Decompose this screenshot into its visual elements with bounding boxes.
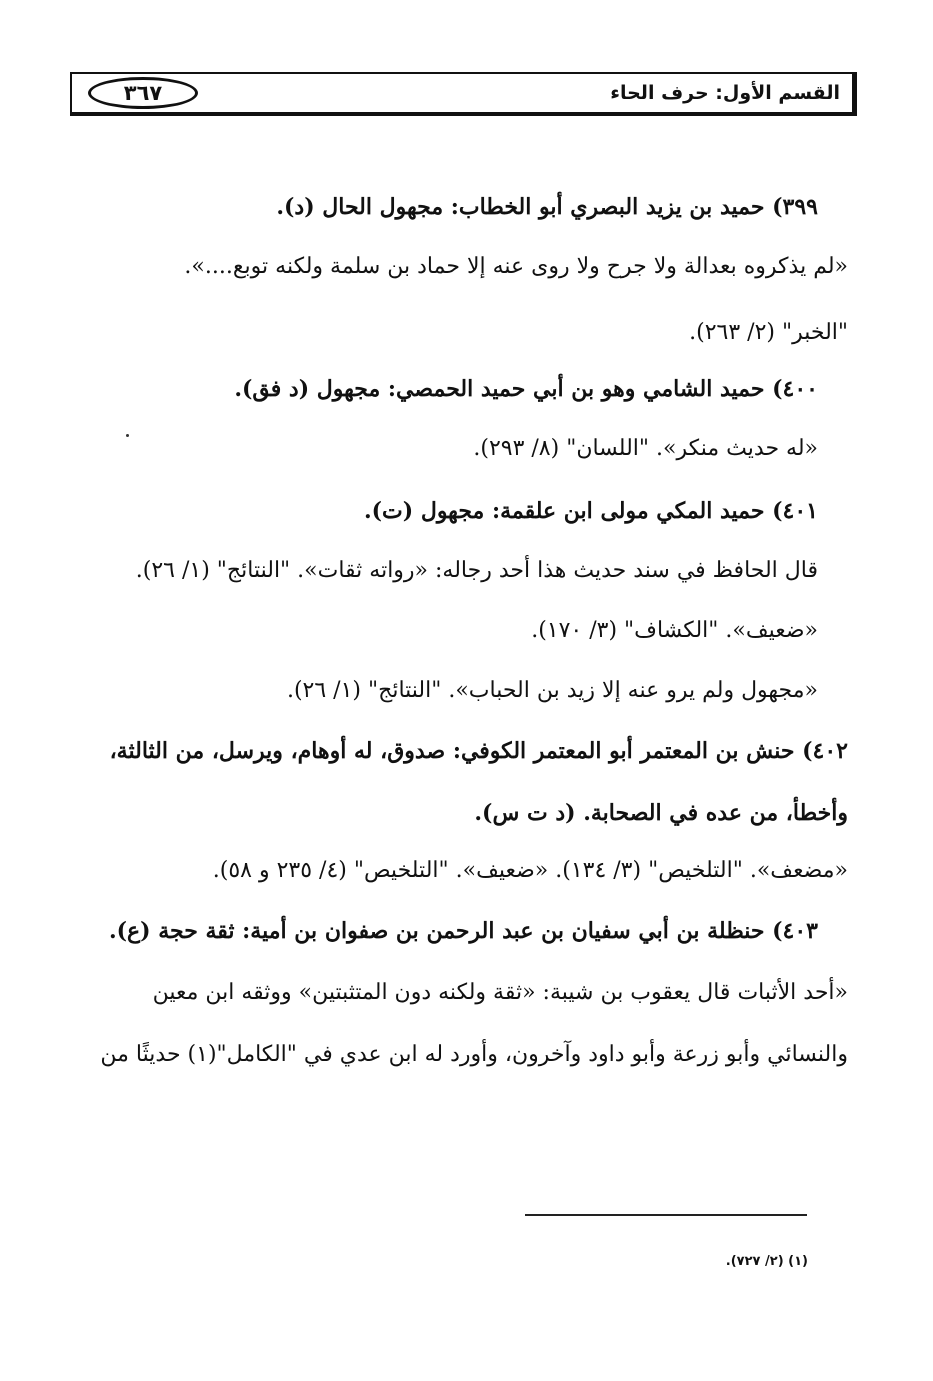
- page-number: ٣٦٧: [88, 77, 198, 109]
- entry-401-quote-3: «مجهول ولم يرو عنه إلا زيد بن الحباب». "النتائج" (١/ ٢٦).: [286, 678, 818, 703]
- entry-401-quote-2: «ضعيف». "الكشاف" (٣/ ١٧٠).: [531, 618, 818, 643]
- entry-400-heading: ٤٠٠) حميد الشامي وهو بن أبي حميد الحمصي: مجهول (د فق).: [234, 376, 818, 402]
- entry-400-quote: «له حديث منكر». "اللسان" (٨/ ٢٩٣).: [473, 436, 818, 461]
- entry-399-source: "الخبر" (٢/ ٢٦٣).: [689, 320, 848, 345]
- entry-402-heading-cont: وأخطأ، من عده في الصحابة. (د ت س).: [474, 800, 848, 826]
- entry-402-heading: ٤٠٢) حنش بن المعتمر أبو المعتمر الكوفي: صدوق، له أوهام، ويرسل، من الثالثة،: [109, 738, 848, 764]
- footnote: (١) (٢/ ٧٢٧).: [725, 1254, 808, 1269]
- entry-403-quote-1: «أحد الأثبات قال يعقوب بن شيبة: «ثقة ولكنه دون المتثبتين» ووثقه ابن معين: [152, 980, 848, 1005]
- entry-399-quote: «لم يذكروه بعدالة ولا جرح ولا روى عنه إلا حماد بن سلمة ولكنه توبع....».: [184, 254, 848, 279]
- entry-401-heading: ٤٠١) حميد المكي مولى ابن علقمة: مجهول (ت).: [363, 498, 818, 524]
- running-header: [70, 72, 857, 116]
- section-title: القسم الأول: حرف الحاء: [610, 82, 840, 104]
- scan-speck: [126, 434, 129, 437]
- entry-403-heading: ٤٠٣) حنظلة بن أبي سفيان بن عبد الرحمن بن صفوان بن أمية: ثقة حجة (ع).: [108, 918, 818, 944]
- entry-402-quote: «مضعف». "التلخيص" (٣/ ١٣٤). «ضعيف». "التلخيص" (٤/ ٢٣٥ و ٥٨).: [212, 858, 848, 883]
- footnote-divider: [525, 1214, 807, 1216]
- entry-403-quote-2: والنسائي وأبو زرعة وأبو داود وآخرون، وأورد له ابن عدي في "الكامل"(١) حديثًا من: [100, 1042, 848, 1067]
- entry-399-heading: ٣٩٩) حميد بن يزيد البصري أبو الخطاب: مجهول الحال (د).: [276, 194, 818, 220]
- entry-401-quote-1: قال الحافظ في سند حديث هذا أحد رجاله: «رواته ثقات». "النتائج" (١/ ٢٦).: [135, 558, 818, 583]
